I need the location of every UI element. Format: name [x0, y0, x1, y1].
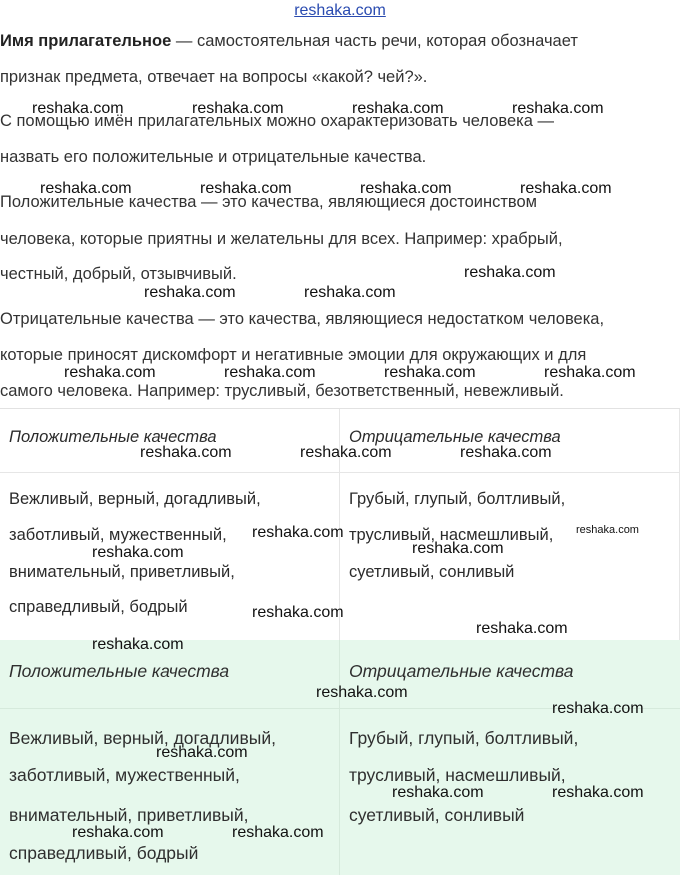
watermark: reshaka.com — [252, 604, 344, 621]
watermark: reshaka.com — [140, 444, 232, 461]
negative-line-3: самого человека. Например: трусливый, безответственный, невежливый. — [0, 382, 564, 400]
positive-cell-line: внимательный, приветливый, — [9, 805, 249, 825]
site-title-link[interactable]: reshaka.com — [294, 2, 386, 19]
watermark: reshaka.com — [252, 524, 344, 541]
watermark: reshaka.com — [552, 700, 644, 717]
positive-cell-line: заботливый, мужественный, — [9, 765, 240, 785]
watermark: reshaka.com — [32, 100, 124, 117]
watermark: reshaka.com — [224, 364, 316, 381]
watermark: reshaka.com — [360, 180, 452, 197]
positive-line-1: Положительные качества — это качества, являющиеся достоинством — [0, 193, 538, 211]
watermark: reshaka.com — [232, 824, 324, 841]
table-divider — [0, 472, 680, 473]
usage-line-2: назвать его положительные и отрицательные качества. — [0, 148, 427, 166]
watermark: reshaka.com — [520, 180, 612, 197]
positive-cell-line: справедливый, бодрый — [9, 843, 199, 863]
watermark: reshaka.com — [144, 284, 236, 301]
watermark: reshaka.com — [392, 784, 484, 801]
watermark: reshaka.com — [92, 636, 184, 653]
definition-text: — самостоятельная часть речи, которая обозначает — [171, 32, 578, 50]
watermark: reshaka.com — [92, 544, 184, 561]
negative-cell-line: Грубый, глупый, болтливый, — [349, 490, 566, 508]
header-negative: Отрицательные качества — [349, 661, 574, 681]
watermark: reshaka.com — [300, 444, 392, 461]
term-bold: Имя прилагательное — [0, 32, 172, 50]
watermark: reshaka.com — [72, 824, 164, 841]
table-divider — [339, 640, 340, 875]
negative-cell-line: трусливый, насмешливый, — [349, 526, 554, 544]
watermark: reshaka.com — [512, 100, 604, 117]
usage-line-1: С помощью имён прилагательных можно охарактеризовать человека — — [0, 112, 555, 130]
watermark: reshaka.com — [304, 284, 396, 301]
watermark: reshaka.com — [156, 744, 248, 761]
header-positive: Положительные качества — [9, 661, 230, 681]
negative-line-1: Отрицательные качества — это качества, являющиеся недостатком человека, — [0, 310, 605, 328]
positive-cell-line: справедливый, бодрый — [9, 598, 188, 616]
positive-line-3: честный, добрый, отзывчивый. — [0, 265, 237, 283]
positive-cell-line: заботливый, мужественный, — [9, 526, 227, 544]
watermark: reshaka.com — [40, 180, 132, 197]
negative-cell-line: Грубый, глупый, болтливый, — [349, 728, 579, 748]
positive-cell-line: внимательный, приветливый, — [9, 563, 235, 581]
watermark: reshaka.com — [464, 264, 556, 281]
watermark: reshaka.com — [192, 100, 284, 117]
negative-cell-line: суетливый, сонливый — [349, 563, 515, 581]
negative-line-2: которые приносят дискомфорт и негативные эмоции для окружающих и для — [0, 346, 587, 364]
positive-cell-line: Вежливый, верный, догадливый, — [9, 490, 261, 508]
watermark: reshaka.com — [412, 540, 504, 557]
watermark: reshaka.com — [352, 100, 444, 117]
watermark: reshaka.com — [552, 784, 644, 801]
watermark: reshaka.com — [460, 444, 552, 461]
watermark: reshaka.com — [576, 524, 639, 536]
positive-line-2: человека, которые приятны и желательны для всех. Например: храбрый, — [0, 230, 563, 248]
watermark: reshaka.com — [200, 180, 292, 197]
negative-cell-line: суетливый, сонливый — [349, 805, 525, 825]
watermark: reshaka.com — [316, 684, 408, 701]
negative-cell-line: трусливый, насмешливый, — [349, 765, 566, 785]
watermark: reshaka.com — [64, 364, 156, 381]
positive-cell-line: Вежливый, верный, догадливый, — [9, 728, 276, 748]
header-negative: Отрицательные качества — [349, 428, 561, 446]
watermark: reshaka.com — [544, 364, 636, 381]
definition-line-2: признак предмета, отвечает на вопросы «какой? чей?». — [0, 68, 428, 86]
watermark: reshaka.com — [384, 364, 476, 381]
watermark: reshaka.com — [476, 620, 568, 637]
header-positive: Положительные качества — [9, 428, 217, 446]
